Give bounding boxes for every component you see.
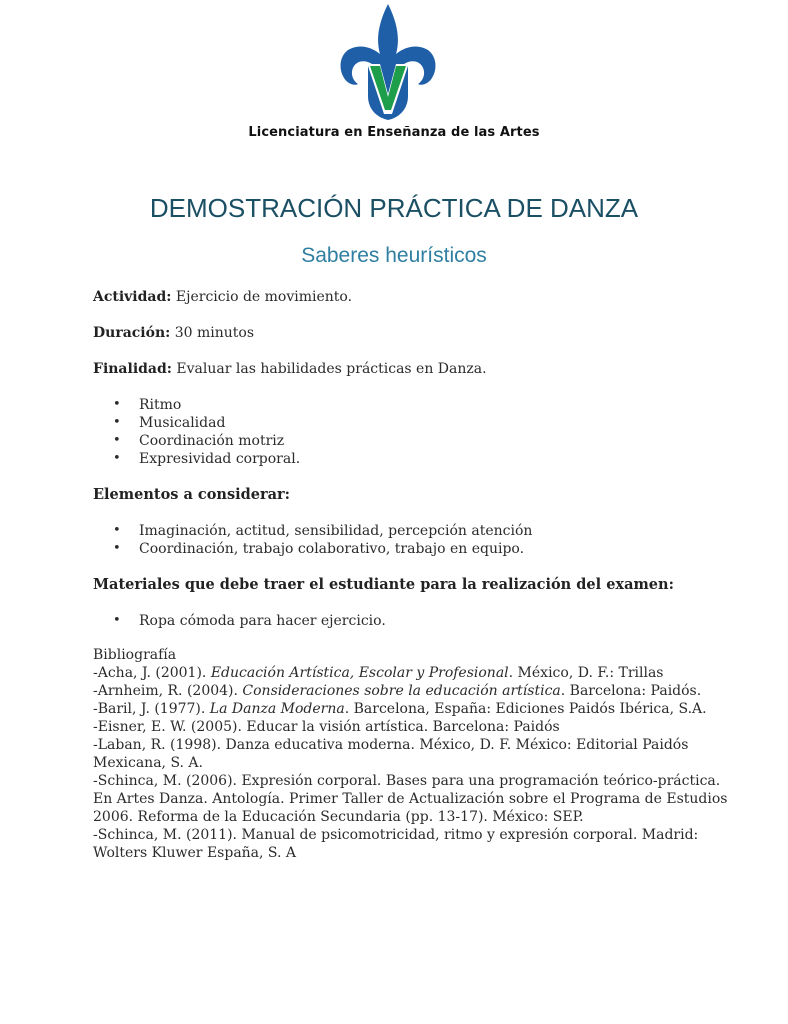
page-title: DEMOSTRACIÓN PRÁCTICA DE DANZA [149, 193, 639, 223]
entry-text: . México, D. F.: Trillas [508, 665, 664, 681]
field-finalidad [93, 360, 733, 378]
entry-title: Consideraciones sobre la educación artística [242, 683, 561, 699]
university-logo-icon [338, 2, 438, 120]
bibliography-entry: -Schinca, M. (2011). Manual de psicomotricidad, ritmo y expresión corporal. Madrid: Wolters Kluwer España, S. A [93, 827, 699, 861]
field-actividad [93, 288, 733, 306]
list-item: • Expresividad corporal. [93, 450, 733, 468]
list-item: • Imaginación, actitud, sensibilidad, percepción atención [93, 522, 733, 540]
field-label: Duración: [93, 325, 171, 341]
list-item: • Coordinación, trabajo colaborativo, trabajo en equipo. [93, 540, 733, 558]
entry-title: Educación Artística, Escolar y Profesional [210, 665, 509, 681]
field-value: Evaluar las habilidades prácticas en Danza. [176, 361, 487, 377]
entry-text: . Barcelona: Paidós. [560, 683, 702, 699]
entry-text: -Acha, J. (2001). [93, 665, 211, 681]
field-duracion [93, 324, 733, 342]
bibliography-entry: -Laban, R. (1998). Danza educativa moderna. México, D. F. México: Editorial Paidós Mexicana, S. A. [93, 737, 689, 771]
elements-heading: Elementos a considerar: [93, 486, 291, 503]
bibliography [93, 646, 733, 862]
field-label: Actividad: [93, 289, 172, 305]
elements-list [93, 522, 733, 558]
skills-list [93, 396, 733, 468]
page-subtitle: Saberes heurísticos [301, 244, 487, 267]
field-label: Finalidad: [93, 361, 172, 377]
entry-text: . Barcelona, España: Ediciones Paidós Ibérica, S.A. [344, 701, 707, 717]
entry-text: -Arnheim, R. (2004). [93, 683, 243, 699]
bibliography-entry [93, 700, 733, 718]
list-item: • Ropa cómoda para hacer ejercicio. [93, 612, 733, 630]
list-item: • Ritmo [93, 396, 733, 414]
materials-heading: Materiales que debe traer el estudiante para la realización del examen: [93, 576, 674, 593]
bibliography-entry [93, 682, 733, 700]
bibliography-title: Bibliografía [93, 647, 177, 663]
list-item: • Musicalidad [93, 414, 733, 432]
bibliography-entry: -Eisner, E. W. (2005). Educar la visión artística. Barcelona: Paidós [93, 719, 560, 735]
bibliography-entry [93, 664, 733, 682]
entry-text: -Baril, J. (1977). [93, 701, 210, 717]
document-body [93, 288, 733, 862]
program-name: Licenciatura en Enseñanza de las Artes [248, 125, 540, 140]
list-item: • Coordinación motriz [93, 432, 733, 450]
field-value: 30 minutos [174, 325, 255, 341]
materials-list [93, 612, 733, 630]
entry-title: La Danza Moderna [209, 701, 345, 717]
field-value: Ejercicio de movimiento. [175, 289, 353, 305]
bibliography-entry: -Schinca, M. (2006). Expresión corporal. Bases para una programación teórico-práctica. En Artes Danza. Antología. Primer Taller de Actualización sobre el Programa de Estudios 2006. Reforma de la Educación Secundaria (pp. 13-17). México: SEP. [93, 773, 728, 825]
